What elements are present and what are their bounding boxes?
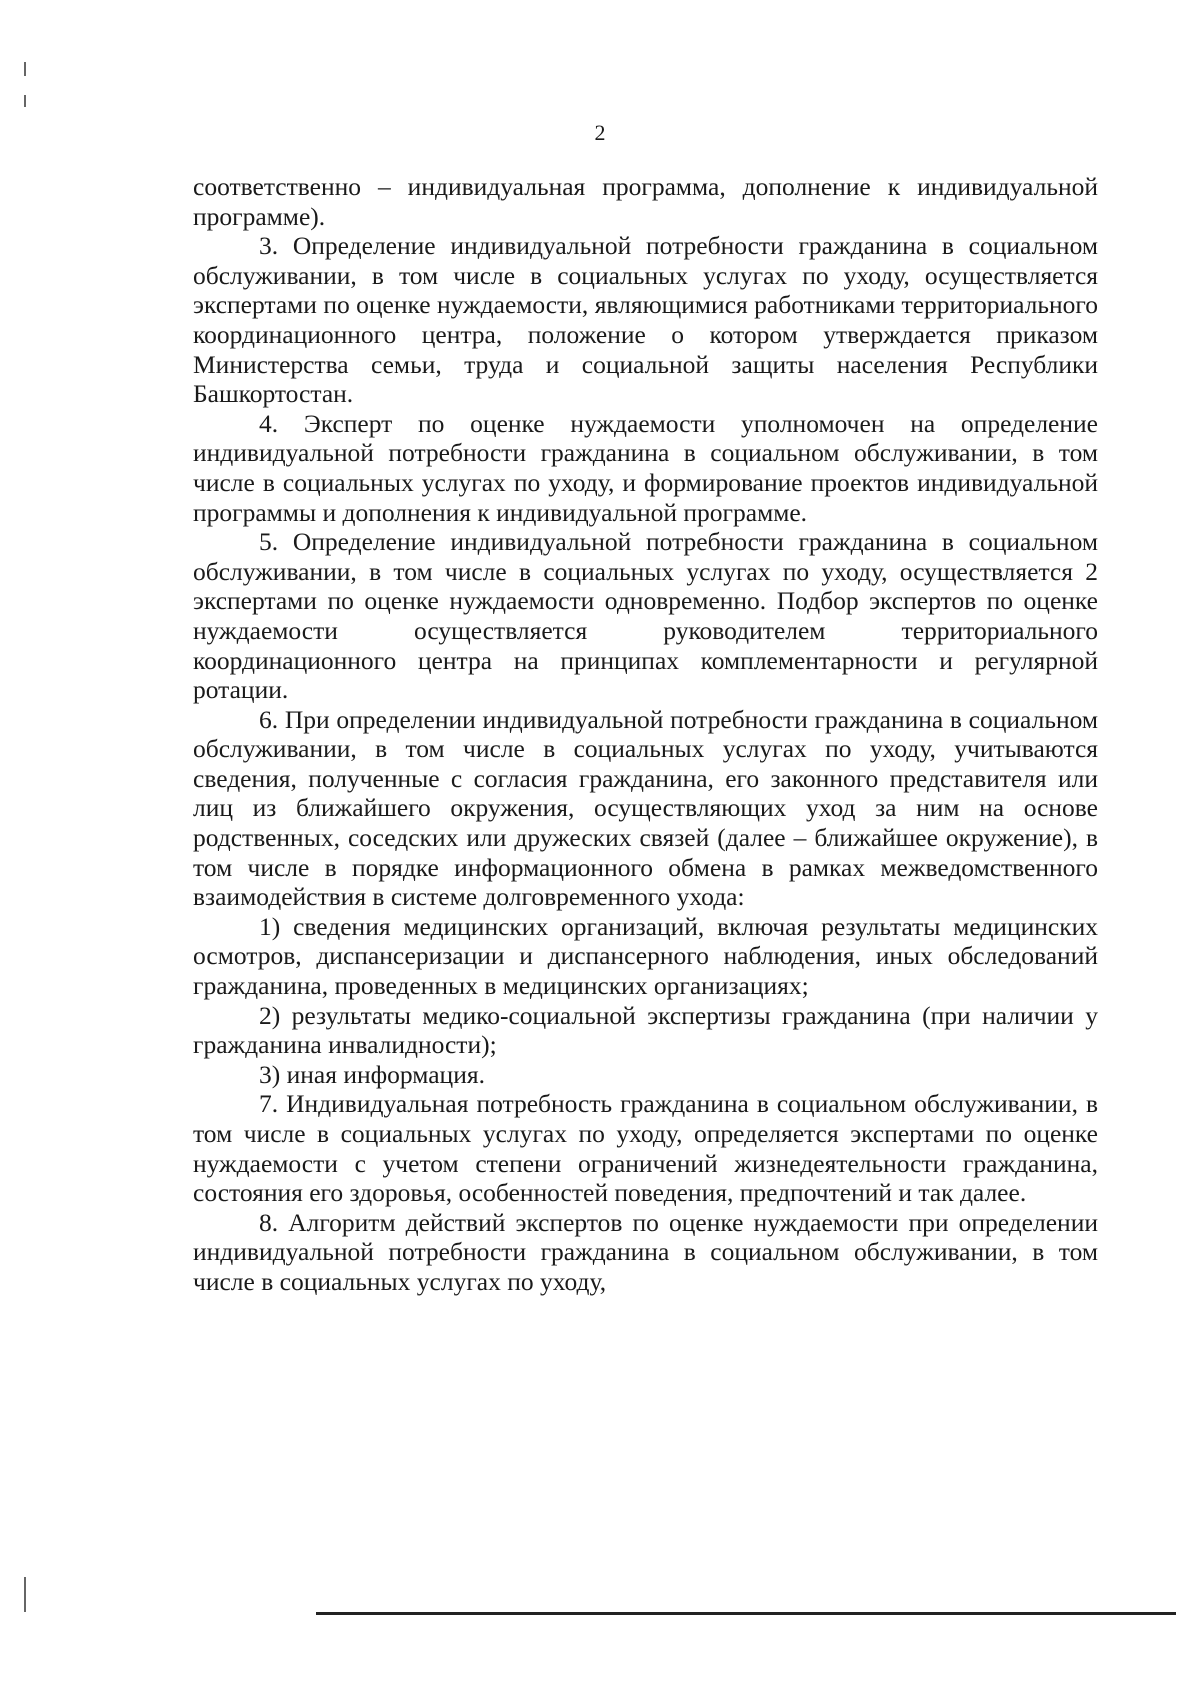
paragraph-item-3: 3. Определение индивидуальной потребности гражданина в социальном обслуживании, в том числе в социальных услугах по уходу, осуществляется экспертами по оценке нуждаемости, являющимися работниками территориального координационного центра, положение о котором утверждается приказом Министерства семьи, труда и социальной защиты населения Республики Башкортостан. [193,231,1098,409]
footer-rule [316,1612,1176,1615]
paragraph-item-6: 6. При определении индивидуальной потребности гражданина в социальном обслуживании, в том числе в социальных услугах по уходу, учитываются сведения, полученные с согласия гражданина, его законного представителя или лиц из ближайшего окружения, осуществляющих уход за ним на основе родственных, соседских или дружеских связей (далее – ближайшее окружение), в том числе в порядке информационного обмена в рамках межведомственного взаимодействия в системе долговременного ухода: [193,704,1098,912]
subitem-3: 3) иная информация. [259,1059,485,1089]
scan-artifact-mark [24,62,26,76]
scan-artifact-mark [24,95,26,107]
page-number: 2 [594,120,606,145]
subitem-1: 1) сведения медицинских организаций, включая результаты медицинских осмотров, диспансеризации и диспансерного наблюдения, иных обследований гражданина, проведенных в медицинских организациях; [193,911,1098,1001]
paragraph-item-5: 5. Определение индивидуальной потребности гражданина в социальном обслуживании, в том числе в социальных услугах по уходу, осуществляется 2 экспертами по оценке нуждаемости одновременно. Подбор экспертов по оценке нуждаемости осуществляется руководителем территориального координационного центра на принципах комплементарности и регулярной ротации. [193,527,1098,705]
document-body [193,172,1098,1297]
scan-artifact-mark [24,1577,26,1612]
subitem-2: 2) результаты медико-социальной экспертизы гражданина (при наличии у гражданина инвалидности); [193,1000,1098,1060]
paragraph-item-8: 8. Алгоритм действий экспертов по оценке нуждаемости при определении индивидуальной потребности гражданина в социальном обслуживании, в том числе в социальных услугах по уходу, [193,1207,1098,1296]
paragraph-item-4: 4. Эксперт по оценке нуждаемости уполномочен на определение индивидуальной потребности гражданина в социальном обслуживании, в том числе в социальных услугах по уходу, и формирование проектов индивидуальной программы и дополнения к индивидуальной программе. [193,408,1098,527]
paragraph-continuation: соответственно – индивидуальная программа, дополнение к индивидуальной программе). [193,172,1098,231]
paragraph-item-7: 7. Индивидуальная потребность гражданина в социальном обслуживании, в том числе в социальных услугах по уходу, определяется экспертами по оценке нуждаемости с учетом степени ограничений жизнедеятельности гражданина, состояния его здоровья, особенностей поведения, предпочтений и так далее. [193,1089,1098,1208]
